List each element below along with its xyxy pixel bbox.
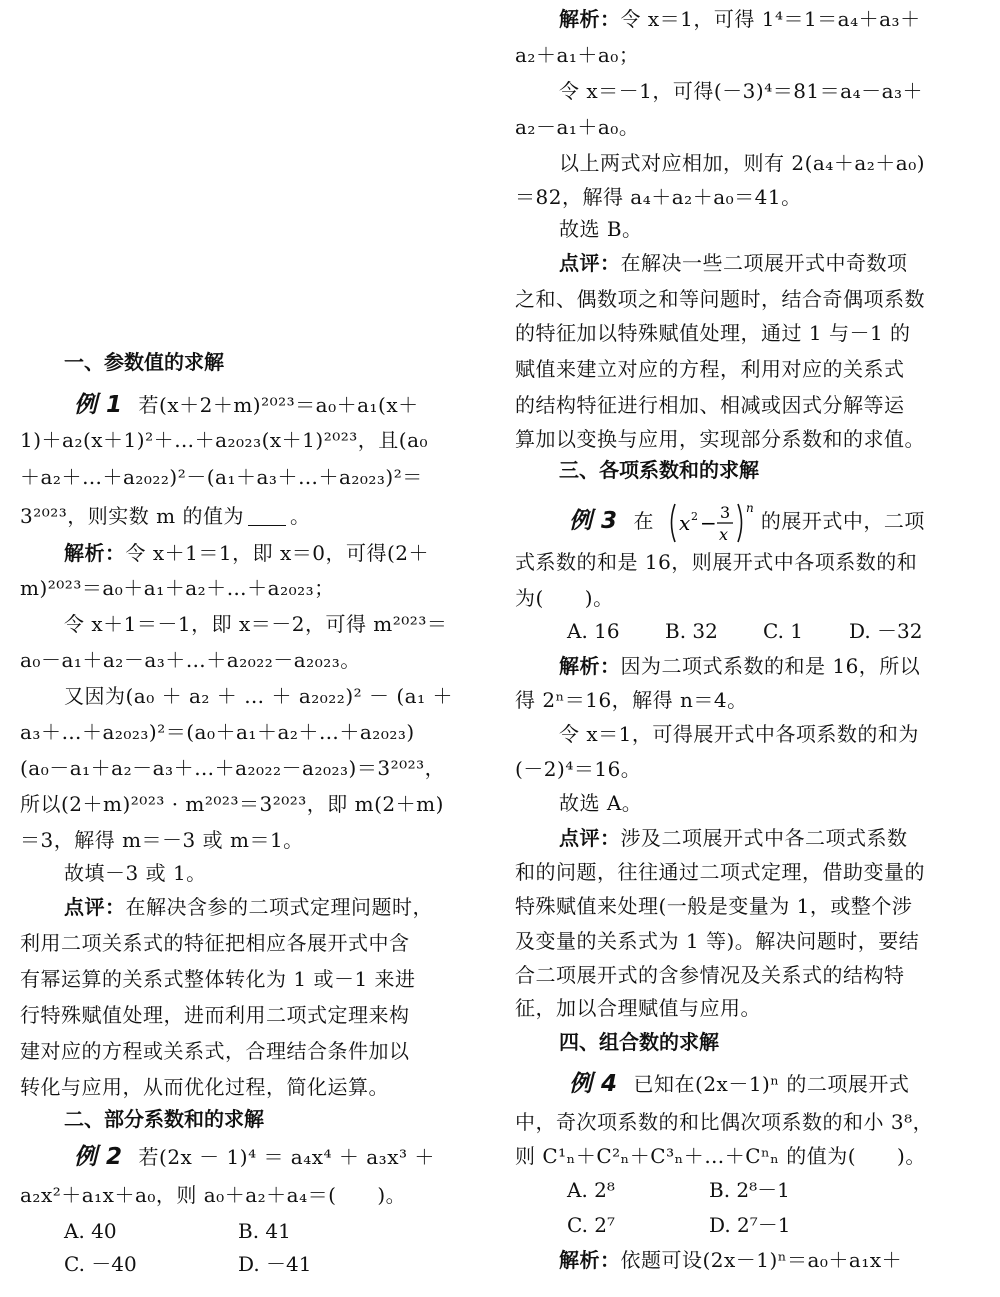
- solution-1-line-5: 又因为(a₀ ＋ a₂ ＋ … ＋ a₂₀₂₂)² － (a₁ ＋: [64, 684, 453, 708]
- example-2-option-d: D. －41: [238, 1252, 312, 1276]
- example-4-line-1: 例 4 已知在(2x－1)ⁿ 的二项展开式: [569, 1071, 910, 1097]
- answer-blank: [248, 507, 286, 526]
- example-1-line-3: ＋a₂＋…＋a₂₀₂₂)²－(a₁＋a₃＋…＋a₂₀₂₃)²＝: [20, 465, 423, 489]
- section-heading-4: 四、组合数的求解: [559, 1030, 719, 1054]
- svg-text:x: x: [678, 510, 691, 535]
- solution-1-line-8: 所以(2＋m)²⁰²³ · m²⁰²³＝3²⁰²³，即 m(2＋m): [20, 792, 444, 816]
- comment-label: 点评：: [559, 826, 621, 850]
- solution-3-line-3: 令 x＝1，可得展开式中各项系数的和为: [559, 722, 919, 746]
- solution-3-line-2: 得 2ⁿ＝16，解得 n＝4。: [515, 688, 748, 712]
- comment-3-line-1: 点评：涉及二项展开式中各二项式系数: [559, 826, 908, 850]
- comment-2-line-2: 之和、偶数项之和等问题时，结合奇偶项系数: [515, 287, 925, 311]
- comment-2-line-3: 的特征加以特殊赋值处理，通过 1 与－1 的: [515, 321, 911, 345]
- example-4-option-b: B. 2⁸－1: [709, 1178, 790, 1202]
- solution-1-line-9: ＝3，解得 m＝－3 或 m＝1。: [20, 828, 304, 852]
- solution-2-line-1: 解析：令 x＝1，可得 1⁴＝1＝a₄＋a₃＋: [559, 7, 921, 31]
- example-3-line-2: 式系数的和是 16，则展开式中各项系数的和: [515, 550, 918, 574]
- solution-1-line-2: m)²⁰²³＝a₀＋a₁＋a₂＋…＋a₂₀₂₃；: [20, 576, 335, 600]
- comment-1-line-1: 点评：在解决含参的二项式定理问题时，: [64, 895, 433, 919]
- comment-2-line-5: 的结构特征进行相加、相减或因式分解等运: [515, 393, 905, 417]
- example-1-line-2: 1)＋a₂(x＋1)²＋…＋a₂₀₂₃(x＋1)²⁰²³，且(a₀: [20, 428, 429, 452]
- solution-1-line-3: 令 x＋1＝－1，即 x＝－2，可得 m²⁰²³＝: [64, 612, 448, 636]
- solution-1-line-10: 故填－3 或 1。: [64, 861, 207, 885]
- comment-1-line-4: 行特殊赋值处理，进而利用二项式定理来构: [20, 1003, 410, 1027]
- example-2-option-b: B. 41: [238, 1219, 291, 1243]
- comment-2-line-4: 赋值来建立对应的方程，利用对应的关系式: [515, 357, 905, 381]
- solution-2-line-5: 以上两式对应相加，则有 2(a₄＋a₂＋a₀): [559, 151, 926, 175]
- solution-1-line-1: 解析：令 x＋1＝1，即 x＝0，可得(2＋: [64, 541, 429, 565]
- solution-4-line-1: 解析：依题可设(2x－1)ⁿ＝a₀＋a₁x＋: [559, 1248, 903, 1272]
- example-4-option-d: D. 2⁷－1: [709, 1213, 791, 1237]
- example-2-line-2: a₂x²＋a₁x＋a₀，则 a₀＋a₂＋a₄＝( )。: [20, 1183, 407, 1207]
- example-3-label: 例 3: [569, 508, 618, 534]
- comment-label: 点评：: [64, 895, 126, 919]
- solution-label: 解析：: [559, 1248, 621, 1272]
- comment-3-line-5: 合二项展开式的含参情况及关系式的结构特: [515, 963, 905, 987]
- comment-1-line-5: 建对应的方程或关系式，合理结合条件加以: [20, 1039, 410, 1063]
- example-4-option-c: C. 2⁷: [567, 1213, 616, 1237]
- solution-2-line-3: 令 x＝－1，可得(－3)⁴＝81＝a₄－a₃＋: [559, 79, 924, 103]
- section-heading-1: 一、参数值的求解: [64, 350, 224, 374]
- comment-3-line-3: 特殊赋值来处理(一般是变量为 1，或整个涉: [515, 894, 913, 918]
- example-2-option-a: A. 40: [64, 1219, 117, 1243]
- solution-label: 解析：: [559, 654, 621, 678]
- comment-label: 点评：: [559, 251, 621, 275]
- example-3-option-d: D. －32: [849, 619, 923, 643]
- solution-3-line-5: 故选 A。: [559, 791, 643, 815]
- solution-label: 解析：: [559, 7, 621, 31]
- solution-3-line-4: (－2)⁴＝16。: [515, 757, 642, 781]
- example-3-line-1: 例 3 在 x 2 − 3 x n 的展开式中，二项: [569, 500, 925, 544]
- example-3-option-c: C. 1: [763, 619, 804, 643]
- solution-1-line-7: (a₀－a₁＋a₂－a₃＋…＋a₂₀₂₂－a₂₀₂₃)＝3²⁰²³，: [20, 756, 446, 780]
- solution-2-line-6: ＝82，解得 a₄＋a₂＋a₀＝41。: [515, 185, 802, 209]
- example-1-line-1: 例 1 若(x＋2＋m)²⁰²³＝a₀＋a₁(x＋: [74, 392, 419, 418]
- comment-3-line-6: 征，加以合理赋值与应用。: [515, 996, 761, 1020]
- example-1-label: 例 1: [74, 392, 123, 418]
- solution-2-line-7: 故选 B。: [559, 217, 643, 241]
- comment-1-line-3: 有幂运算的关系式整体转化为 1 或－1 来进: [20, 967, 416, 991]
- section-heading-3: 三、各项系数和的求解: [559, 458, 759, 482]
- example-2-line-1: 例 2 若(2x － 1)⁴ ＝ a₄x⁴ ＋ a₃x³ ＋: [74, 1144, 435, 1170]
- svg-text:n: n: [745, 500, 755, 515]
- example-4-line-2: 中，奇次项系数的和比偶次项系数的和小 3⁸，: [515, 1110, 934, 1134]
- example-2-option-c: C. －40: [64, 1252, 137, 1276]
- comment-3-line-2: 和的问题，往往通过二项式定理，借助变量的: [515, 860, 925, 884]
- comment-1-line-2: 利用二项关系式的特征把相应各展开式中含: [20, 931, 410, 955]
- svg-text:3: 3: [719, 502, 731, 522]
- example-3-option-b: B. 32: [665, 619, 718, 643]
- example-3-option-a: A. 16: [567, 619, 620, 643]
- comment-1-line-6: 转化与应用，从而优化过程，简化运算。: [20, 1075, 389, 1099]
- example-4-label: 例 4: [569, 1071, 618, 1097]
- example-4-option-a: A. 2⁸: [567, 1178, 615, 1202]
- solution-2-line-4: a₂－a₁＋a₀。: [515, 115, 640, 139]
- solution-2-line-2: a₂＋a₁＋a₀；: [515, 43, 640, 67]
- binomial-expression-formula: [667, 500, 755, 546]
- example-3-line-3: 为( )。: [515, 586, 614, 610]
- svg-text:−: −: [699, 510, 718, 535]
- svg-text:2: 2: [690, 509, 699, 523]
- example-4-line-3: 则 C¹ₙ＋C²ₙ＋C³ₙ＋…＋Cⁿₙ 的值为( )。: [515, 1144, 926, 1168]
- example-1-line-4: 3²⁰²³，则实数 m 的值为 。: [20, 504, 311, 528]
- solution-1-line-6: a₃＋…＋a₂₀₂₃)²＝(a₀＋a₁＋a₂＋…＋a₂₀₂₃): [20, 720, 415, 744]
- comment-2-line-6: 算加以变换与应用，实现部分系数和的求值。: [515, 427, 925, 451]
- solution-3-line-1: 解析：因为二项式系数的和是 16，所以: [559, 654, 921, 678]
- comment-2-line-1: 点评：在解决一些二项展开式中奇数项: [559, 251, 908, 275]
- solution-1-line-4: a₀－a₁＋a₂－a₃＋…＋a₂₀₂₂－a₂₀₂₃。: [20, 648, 361, 672]
- section-heading-2: 二、部分系数和的求解: [64, 1107, 264, 1131]
- comment-3-line-4: 及变量的关系式为 1 等)。解决问题时，要结: [515, 929, 920, 953]
- solution-label: 解析：: [64, 541, 126, 565]
- svg-text:x: x: [718, 524, 729, 544]
- example-2-label: 例 2: [74, 1144, 123, 1170]
